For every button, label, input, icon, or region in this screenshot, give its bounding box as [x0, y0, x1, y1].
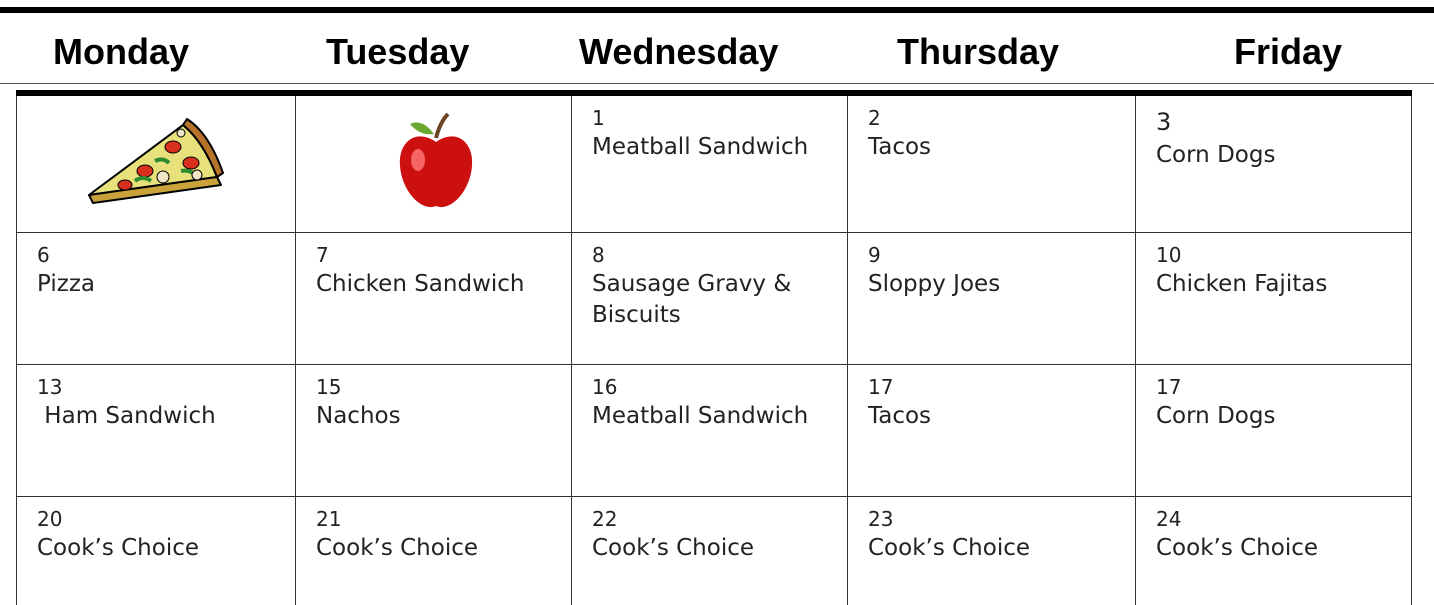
apple-icon — [396, 108, 476, 218]
calendar-cell — [848, 96, 1136, 233]
date-number: 2 — [868, 106, 881, 130]
calendar-cell — [572, 96, 848, 233]
meal-name: Ham Sandwich — [37, 403, 216, 429]
date-number: 9 — [868, 243, 881, 267]
meal-name: Chicken Fajitas — [1156, 271, 1328, 297]
weekday-header — [0, 27, 1434, 77]
date-number: 7 — [316, 243, 329, 267]
meal-name: Nachos — [316, 403, 401, 429]
meal-name: Chicken Sandwich — [316, 271, 525, 297]
date-number: 21 — [316, 507, 342, 531]
calendar-cell — [16, 365, 296, 497]
calendar-cell — [296, 233, 572, 365]
meal-name: Tacos — [868, 134, 932, 160]
day-header-friday: Friday — [1234, 31, 1343, 72]
meal-name: Sausage Gravy & Biscuits — [592, 271, 792, 328]
date-number: 1 — [592, 106, 605, 130]
date-number: 20 — [37, 507, 63, 531]
meal-name: Pizza — [37, 271, 95, 297]
date-number: 22 — [592, 507, 618, 531]
calendar-cell — [848, 233, 1136, 365]
menu-calendar-grid — [16, 90, 1412, 599]
calendar-cell — [1136, 96, 1412, 233]
calendar-cell — [1136, 365, 1412, 497]
meal-name: Cook’s Choice — [37, 535, 200, 561]
meal-name: Cook’s Choice — [592, 535, 755, 561]
meal-name: Corn Dogs — [1156, 142, 1276, 168]
day-header-wednesday: Wednesday — [579, 31, 779, 72]
date-number: 3 — [1156, 108, 1172, 136]
date-number: 16 — [592, 375, 618, 399]
date-number: 8 — [592, 243, 605, 267]
header-divider — [0, 83, 1434, 84]
top-rule — [0, 7, 1434, 13]
meal-name: Corn Dogs — [1156, 403, 1276, 429]
meal-name: Tacos — [868, 403, 932, 429]
meal-name: Meatball Sandwich — [592, 403, 809, 429]
date-number: 6 — [37, 243, 50, 267]
meal-name: Cook’s Choice — [1156, 535, 1319, 561]
pizza-icon — [85, 111, 225, 211]
date-number: 17 — [1156, 375, 1182, 399]
day-header-thursday: Thursday — [897, 31, 1060, 72]
calendar-cell — [848, 365, 1136, 497]
calendar-cell — [572, 497, 848, 605]
meal-name: Sloppy Joes — [868, 271, 1001, 297]
calendar-cell — [296, 497, 572, 605]
calendar-cell — [16, 497, 296, 605]
date-number: 23 — [868, 507, 894, 531]
calendar-cell — [296, 96, 572, 233]
calendar-cell — [1136, 233, 1412, 365]
date-number: 13 — [37, 375, 63, 399]
meal-name: Cook’s Choice — [868, 535, 1031, 561]
day-header-monday: Monday — [53, 31, 190, 72]
calendar-cell — [296, 365, 572, 497]
meal-name: Meatball Sandwich — [592, 134, 809, 160]
calendar-cell — [572, 233, 848, 365]
date-number: 17 — [868, 375, 894, 399]
calendar-cell — [848, 497, 1136, 605]
calendar-cell — [572, 365, 848, 497]
date-number: 24 — [1156, 507, 1182, 531]
calendar-cell — [16, 233, 296, 365]
date-number: 15 — [316, 375, 342, 399]
calendar-cell — [16, 96, 296, 233]
meal-name: Cook’s Choice — [316, 535, 479, 561]
day-header-tuesday: Tuesday — [326, 31, 470, 72]
date-number: 10 — [1156, 243, 1182, 267]
calendar-cell — [1136, 497, 1412, 605]
